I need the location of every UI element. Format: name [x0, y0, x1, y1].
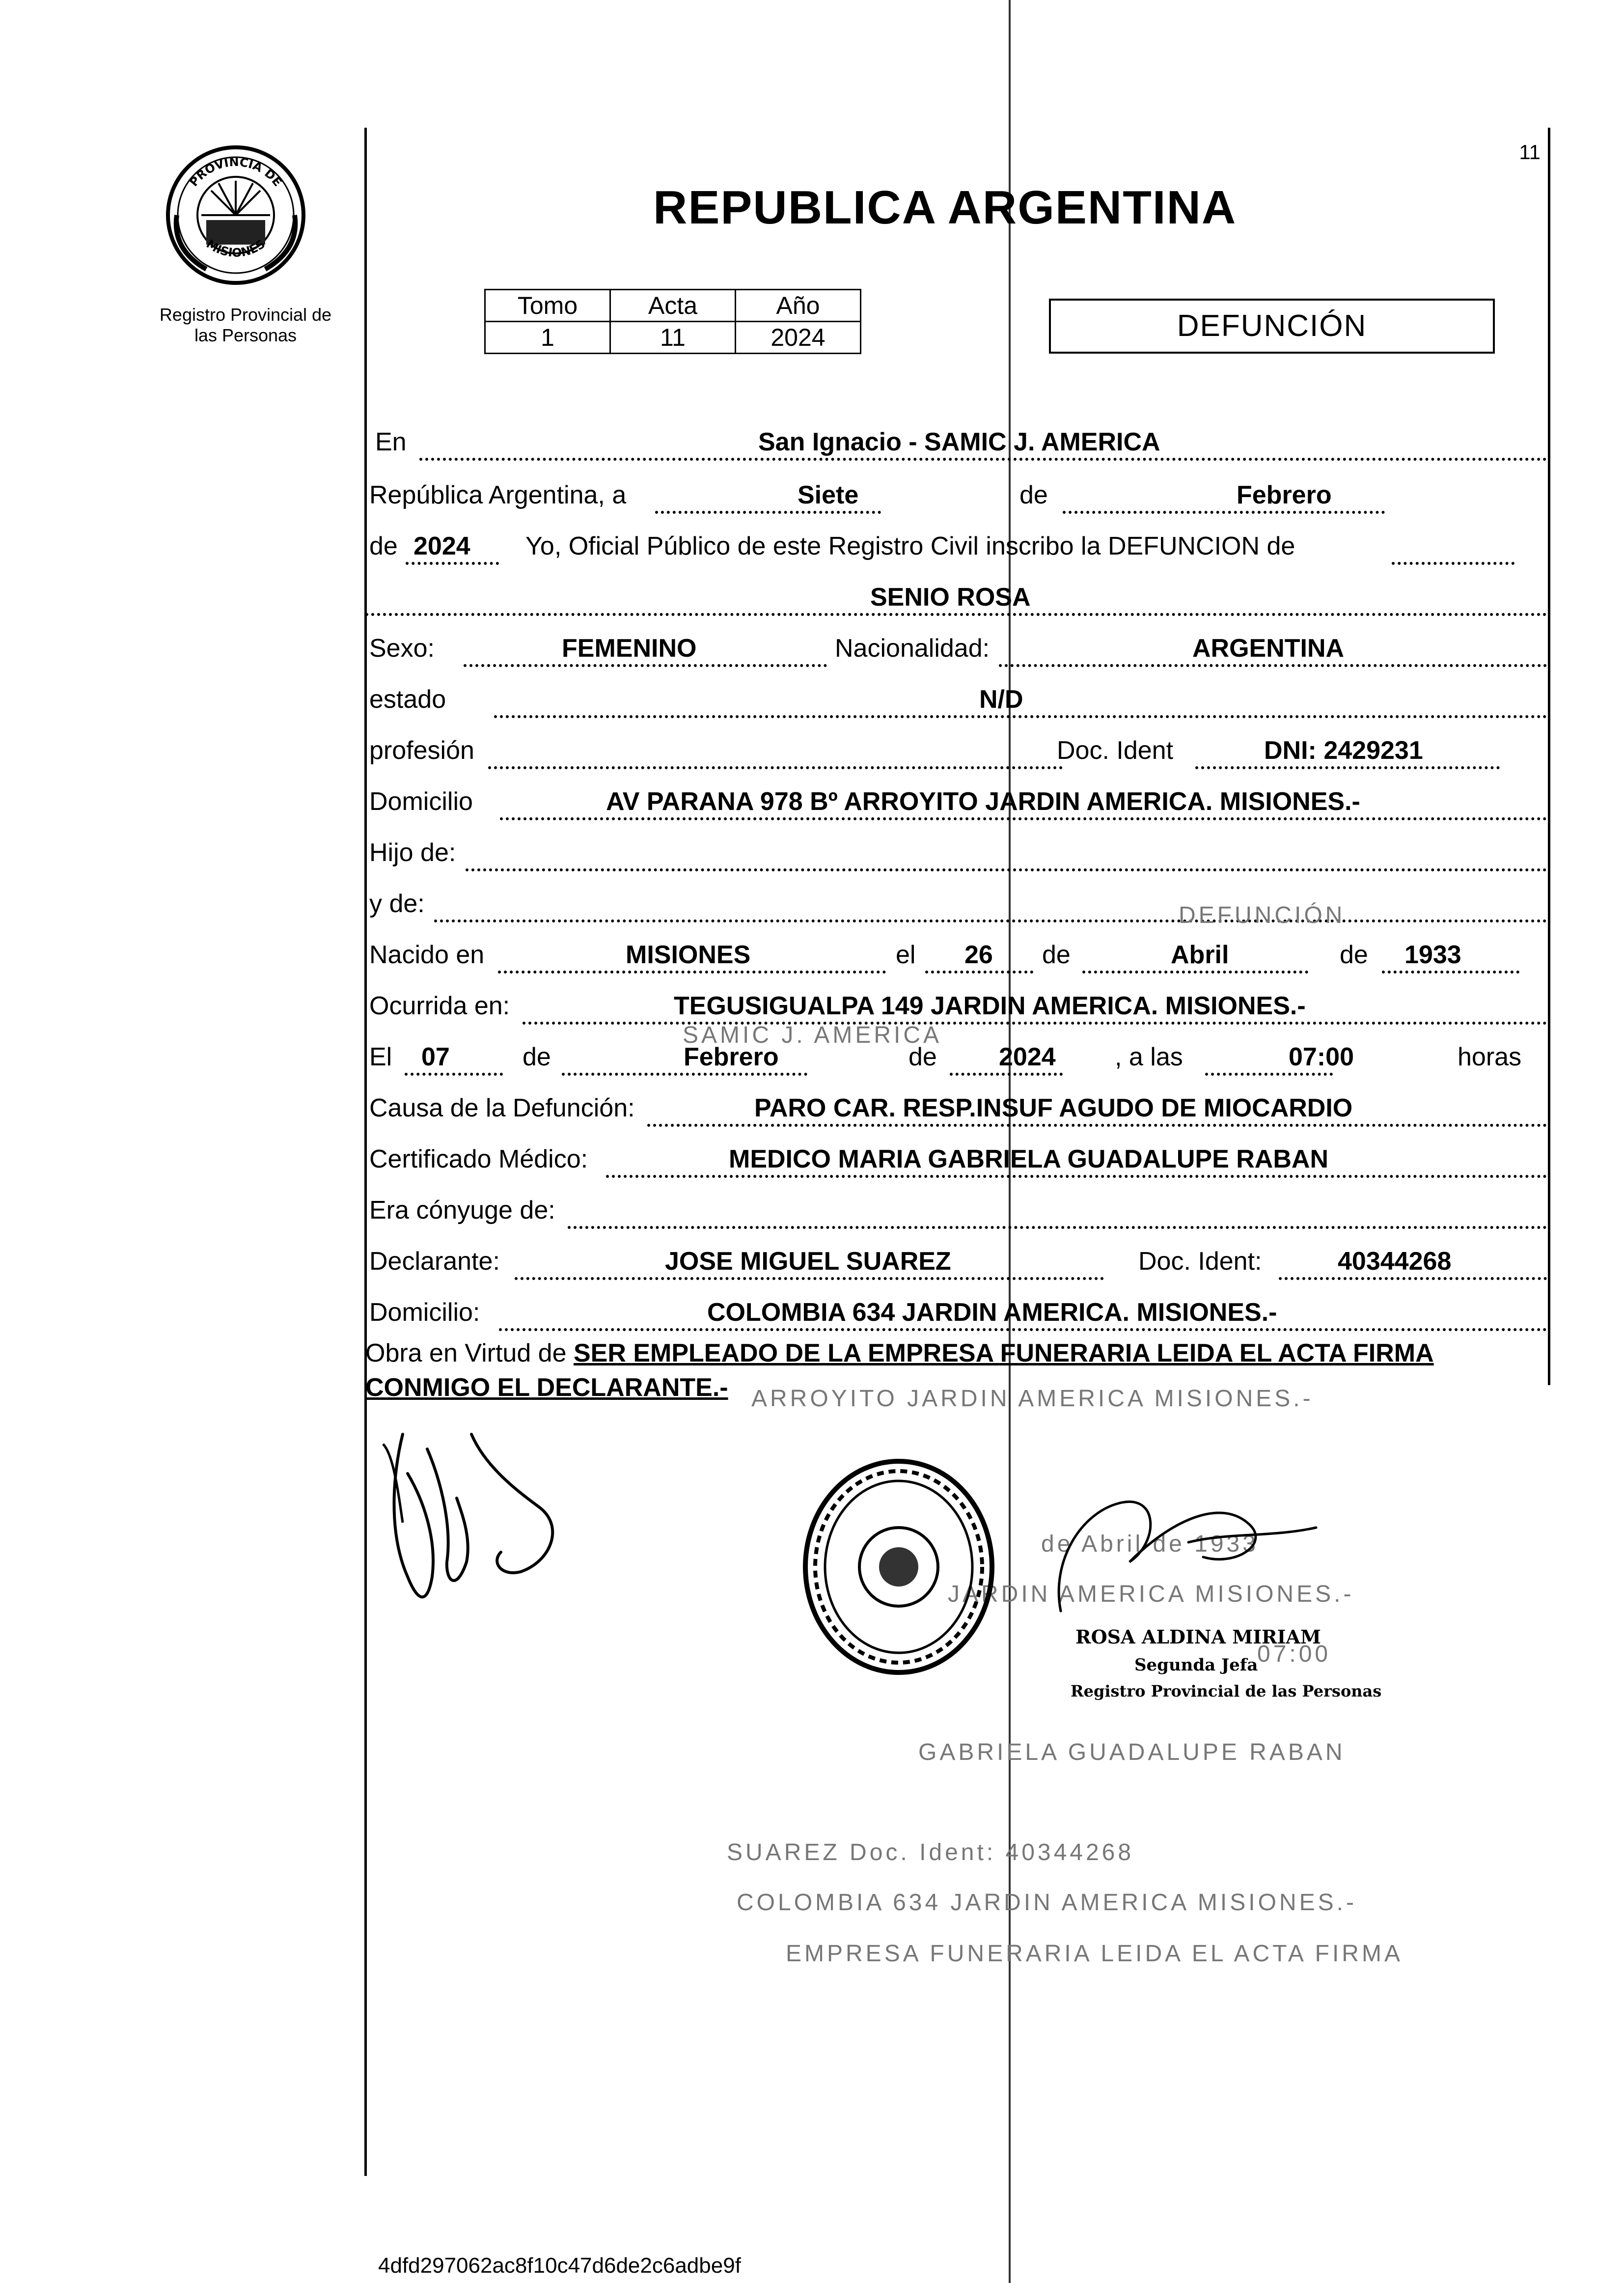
row-causa — [365, 1079, 1549, 1130]
row-y-de — [365, 874, 1549, 925]
value-birth-month: Abril — [1171, 941, 1229, 969]
ghost-line-6: 07:00 — [1257, 1641, 1331, 1667]
registry-name-line1: Registro Provincial de — [159, 305, 332, 325]
value-place: San Ignacio - SAMIC J. AMERICA — [758, 428, 1160, 456]
label-republica: República Argentina, a — [369, 481, 627, 509]
label-de-death2: de — [908, 1043, 937, 1071]
label-de-birth2: de — [1340, 941, 1368, 969]
ghost-line-9: COLOMBIA 634 JARDIN AMERICA MISIONES.- — [737, 1890, 1357, 1916]
value-month: Febrero — [1237, 481, 1332, 509]
emblem-text-bottom: MISIONES — [203, 237, 268, 260]
row-certificado — [365, 1130, 1549, 1181]
label-y-de: y de: — [369, 890, 425, 918]
value-obra: SER EMPLEADO DE LA EMPRESA FUNERARIA LEIDA EL ACTA FIRMA CONMIGO EL DECLARANTE.- — [365, 1339, 1434, 1402]
value-certificate: MEDICO MARIA GABRIELA GUADALUPE RABAN — [729, 1145, 1329, 1173]
label-en: En — [375, 428, 407, 456]
label-el: el — [896, 941, 916, 969]
label-profesion: profesión — [369, 736, 474, 765]
officer-name: ROSA ALDINA MIRIAM — [1075, 1626, 1321, 1648]
label-el-death: El — [369, 1043, 392, 1071]
register-header-ano: Año — [736, 290, 861, 322]
register-value-tomo: 1 — [485, 322, 610, 354]
row-domicilio — [365, 772, 1549, 823]
label-nacido: Nacido en — [369, 941, 485, 969]
emblem-text-top: PROVINCIA DE — [187, 155, 285, 189]
row-ocurrida — [365, 976, 1549, 1028]
value-decl-doc: 40344268 — [1338, 1247, 1452, 1276]
value-birth-place: MISIONES — [626, 941, 751, 969]
row-sex — [365, 619, 1549, 670]
ghost-line-10: EMPRESA FUNERARIA LEIDA EL ACTA FIRMA — [786, 1941, 1403, 1967]
official-stamp — [796, 1454, 1002, 1680]
row-conyuge — [365, 1181, 1549, 1232]
row-decl-domicilio — [365, 1283, 1549, 1334]
value-birth-day: 26 — [964, 941, 993, 969]
label-doc: Doc. Ident — [1057, 736, 1174, 765]
value-nationality: ARGENTINA — [1192, 634, 1345, 663]
value-death-year: 2024 — [999, 1043, 1056, 1071]
value-sex: FEMENINO — [562, 634, 697, 663]
registry-name-line2: las Personas — [194, 325, 297, 345]
registry-name — [142, 305, 349, 346]
label-hijo: Hijo de: — [369, 838, 456, 867]
label-decl-domicilio: Domicilio: — [369, 1298, 480, 1327]
label-certificado: Certificado Médico: — [369, 1145, 588, 1173]
document-hash: 4dfd297062ac8f10c47d6de2c6adbe9f — [378, 2254, 741, 2278]
label-nationality: Nacionalidad: — [835, 634, 990, 663]
value-death-day: 07 — [421, 1043, 450, 1071]
value-year: 2024 — [413, 532, 470, 560]
row-name — [365, 568, 1549, 619]
label-decl-doc: Doc. Ident: — [1138, 1247, 1262, 1276]
row-profesion — [365, 721, 1549, 772]
record-type-box: DEFUNCIÓN — [1049, 299, 1495, 354]
ghost-line-4: de Abril de 1933 — [1041, 1531, 1259, 1557]
register-header-tomo: Tomo — [485, 290, 610, 322]
row-date — [365, 466, 1549, 517]
value-birth-year: 1933 — [1404, 941, 1461, 969]
label-de-year: de — [369, 532, 398, 560]
row-death-date — [365, 1028, 1549, 1079]
label-de: de — [1019, 481, 1048, 509]
label-sex: Sexo: — [369, 634, 435, 663]
row-place — [365, 413, 1549, 464]
value-decl-domicilio: COLOMBIA 634 JARDIN AMERICA. MISIONES.- — [707, 1298, 1277, 1327]
label-horas: horas — [1458, 1043, 1522, 1071]
province-emblem — [162, 141, 309, 289]
value-cause: PARO CAR. RESP.INSUF AGUDO DE MIOCARDIO — [754, 1094, 1353, 1122]
value-death-time: 07:00 — [1289, 1043, 1354, 1071]
row-estado — [365, 670, 1549, 721]
row-hijo — [365, 823, 1549, 874]
register-header-acta: Acta — [610, 290, 736, 322]
value-day-words: Siete — [798, 481, 859, 509]
register-table — [484, 289, 861, 354]
ghost-line-3: ARROYITO JARDIN AMERICA MISIONES.- — [751, 1386, 1314, 1412]
label-ocurrida: Ocurrida en: — [369, 992, 510, 1020]
value-estado: N/D — [979, 685, 1023, 714]
value-death-place: TEGUSIGUALPA 149 JARDIN AMERICA. MISIONES.- — [674, 992, 1306, 1020]
officer-role: Segunda Jefa — [1134, 1655, 1258, 1675]
officer-office: Registro Provincial de las Personas — [1071, 1682, 1382, 1700]
label-a-las: , a las — [1115, 1043, 1183, 1071]
label-obra: Obra en Virtud de — [365, 1339, 567, 1367]
officer-signature — [1041, 1483, 1375, 1631]
label-estado: estado — [369, 685, 446, 714]
ghost-line-1: DEFUNCIÓN — [1179, 902, 1346, 928]
row-statement — [365, 517, 1549, 568]
label-conyuge: Era cónyuge de: — [369, 1196, 555, 1225]
label-de-birth: de — [1042, 941, 1071, 969]
value-doc: DNI: 2429231 — [1264, 736, 1423, 765]
ghost-line-7: GABRIELA GUADALUPE RABAN — [918, 1739, 1346, 1765]
row-nacido — [365, 925, 1549, 976]
page-number: 11 — [1519, 140, 1541, 164]
label-declarante: Declarante: — [369, 1247, 500, 1276]
value-declarant: JOSE MIGUEL SUAREZ — [665, 1247, 951, 1276]
ghost-line-8: SUAREZ Doc. Ident: 40344268 — [727, 1839, 1134, 1865]
ghost-line-5: JARDIN AMERICA MISIONES.- — [948, 1581, 1354, 1607]
register-value-acta: 11 — [610, 322, 736, 354]
label-de-death: de — [523, 1043, 551, 1071]
row-declarante — [365, 1232, 1549, 1283]
value-domicilio: AV PARANA 978 Bº ARROYITO JARDIN AMERICA. MISIONES.- — [606, 787, 1360, 816]
declarant-signature — [373, 1415, 589, 1641]
register-value-ano: 2024 — [736, 322, 861, 354]
value-deceased-name: SENIO ROSA — [870, 583, 1031, 612]
statement-text: Yo, Oficial Público de este Registro Civil inscribo la DEFUNCION de — [525, 532, 1295, 560]
label-domicilio: Domicilio — [369, 787, 473, 816]
value-death-month: Febrero — [684, 1043, 779, 1071]
country-title: REPUBLICA ARGENTINA — [653, 181, 1237, 234]
ghost-line-2: SAMIC J. AMERICA — [683, 1022, 942, 1048]
label-causa: Causa de la Defunción: — [369, 1094, 635, 1122]
